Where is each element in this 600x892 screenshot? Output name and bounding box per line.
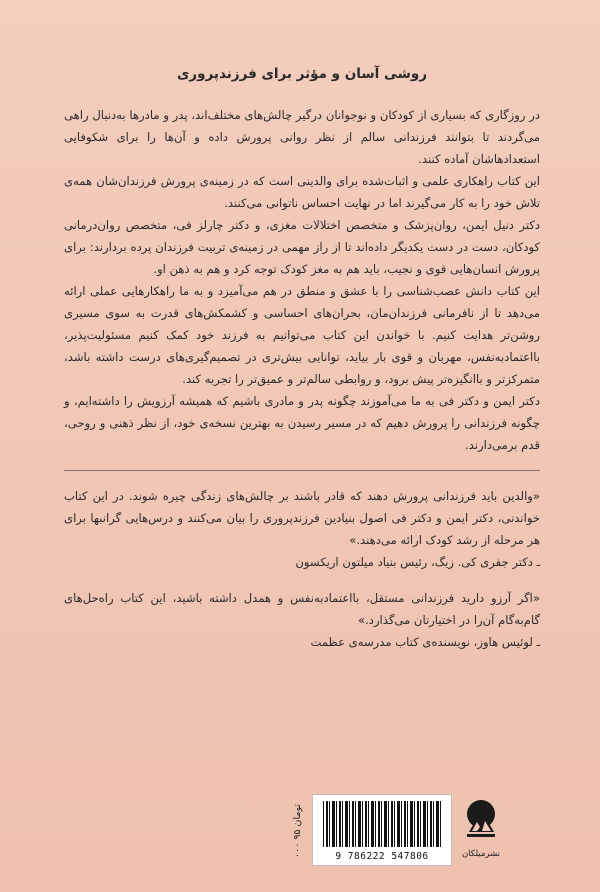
blurb-content	[64, 66, 540, 667]
blurb-paragraph-4: این کتاب دانش عصب‌شناسی را با عشق و منطق در هم می‌آمیزد و به ما راهکارهایی عملی ارائه می‌دهد تا از نافرمانی فرزندان‌مان، بحران‌های احساسی و کشمکش‌های قدرت به سوی مسیری روشن‌تر هدایت کنیم. با خواندن این کتاب می‌توانیم به فرزند خود کمک کنیم مسئولیت‌پذیر، بااعتمادبه‌نفس، مهربان و قوی بار بیاید، توانایی بیش‌تری در تصمیم‌گیری‌های درست داشته باشد، متمرکزتر و باانگیزه‌تر پیش برود، و روابطی سالم‌تر و عمیق‌تر را تجربه کند.	[64, 284, 540, 386]
quote-attribution: ـ دکتر جفری کی. زیگ، رئیس بنیاد میلتون اریکسون	[295, 555, 540, 569]
blurb-paragraph-5: دکتر ایمن و دکتر فی به ما می‌آموزند چگونه پدر و مادری باشیم که همیشه آرزویش را داشته‌ایم، و چگونه فرزندانی را پرورش دهیم که در مسیر رسیدن به بهترین نسخه‌ی خود، از نظر ذهنی و روحی، قدم برمی‌دارند.	[64, 394, 540, 452]
blurb-paragraph-3: دکتر دنیل ایمن، روان‌پزشک و متخصص اختلالات مغزی، و دکتر چارلز فی، متخصص روان‌درمانی کودکان، دست در دست یکدیگر داده‌اند تا از راز مهمی در زمینه‌ی تربیت فرزندان پرده بردارند: برای پرورش انسان‌هایی قوی و نجیب، باید هم به مغز کودک توجه کرد و هم به ذهن او.	[64, 218, 540, 276]
blurb-paragraph-1: در روزگاری که بسیاری از کودکان و نوجوانان درگیر چالش‌های مختلف‌اند، پدر و مادرها به‌دنبال راهی می‌گردند تا بتوانند فرزندانی سالم از نظر روانی پرورش داده و آن‌ها را برای شکوفایی استعدادهاشان آماده کنند.	[64, 108, 540, 166]
barcode-number: 9 786222 547806	[335, 851, 429, 862]
blurb-paragraph-2: این کتاب راهکاری علمی و اثبات‌شده برای والدینی است که در زمینه‌ی پرورش فرزندان‌شان همه‌ی تلاش خود را به کار می‌گیرند اما در نهایت احساس ناتوانی می‌کنند.	[64, 174, 540, 210]
mountain-logo-icon	[461, 798, 501, 848]
cover-footer	[0, 794, 600, 864]
endorsement-quote-1	[64, 485, 540, 573]
section-divider	[64, 470, 540, 471]
publisher-logo	[456, 798, 506, 866]
quote-text: «اگر آرزو دارید فرزندانی مستقل، بااعتمادبه‌نفس و همدل داشته باشید، این کتاب راه‌حل‌های گام‌به‌گام آن‌را در اختیارتان می‌گذارد.»	[64, 591, 540, 627]
publisher-name: نشرمیلکان	[461, 849, 501, 859]
barcode-bars	[323, 801, 441, 847]
quote-attribution: ـ لوئیس هاوز، نویسنده‌ی کتاب مدرسه‌ی عظمت	[310, 635, 540, 649]
isbn-barcode	[312, 794, 452, 866]
endorsement-quote-2	[64, 587, 540, 653]
price-label: ۰۰۰ ۹۵ تومان	[292, 803, 303, 859]
blurb-title: روشی آسان و مؤثر برای فرزندپروری	[176, 66, 428, 82]
quote-text: «والدین باید فرزندانی پرورش دهند که قادر باشند بر چالش‌های زندگی چیره شوند. در این کتاب خواندنی، دکتر ایمن و دکتر فی اصول بنیادین فرزندپروری را بیان می‌کنند و درس‌هایی گرانبها برای هر مرحله از رشد کودک ارائه می‌دهند.»	[64, 489, 540, 547]
